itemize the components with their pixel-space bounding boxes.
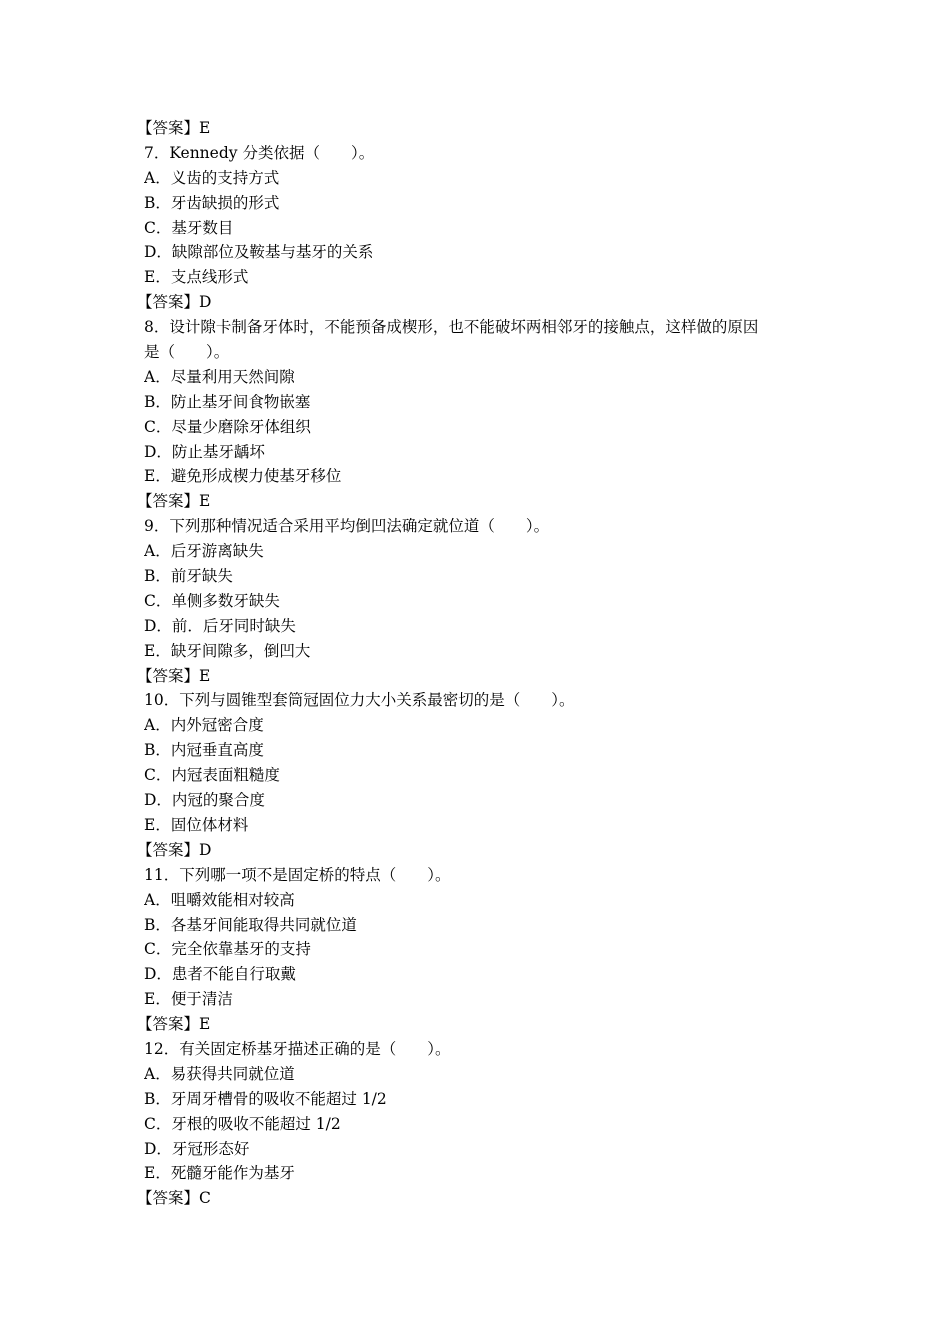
answer-line: 【答案】C: [137, 1189, 211, 1208]
option-item: A．易获得共同就位道: [144, 1064, 295, 1083]
option-item: D．防止基牙龋坏: [144, 442, 265, 461]
question-text: 7．Kennedy 分类依据（ ）。: [144, 143, 375, 162]
option-item: E．固位体材料: [144, 815, 249, 834]
option-item: A．内外冠密合度: [144, 716, 264, 735]
option-item: C．基牙数目: [144, 218, 234, 237]
option-item: B．各基牙间能取得共同就位道: [144, 915, 357, 934]
option-item: C．尽量少磨除牙体组织: [144, 417, 311, 436]
option-item: A．咀嚼效能相对较高: [144, 890, 295, 909]
option-item: E．支点线形式: [144, 268, 249, 287]
answer-line: 【答案】D: [137, 293, 212, 312]
option-item: B．内冠垂直高度: [144, 741, 264, 760]
question-text: 8．设计隙卡制备牙体时，不能预备成楔形，也不能破坏两相邻牙的接触点，这样做的原因: [144, 318, 759, 337]
answer-line: 【答案】D: [137, 840, 212, 859]
answer-line: 【答案】E: [137, 119, 211, 137]
option-item: A．后牙游离缺失: [144, 542, 264, 561]
question-text: 11．下列哪一项不是固定桥的特点（ ）。: [144, 865, 451, 884]
option-item: D．缺隙部位及鞍基与基牙的关系: [144, 243, 374, 262]
option-item: A．义齿的支持方式: [144, 168, 280, 187]
option-item: E．死髓牙能作为基牙: [144, 1164, 295, 1183]
option-item: E．缺牙间隙多，倒凹大: [144, 641, 311, 660]
option-item: E．避免形成楔力使基牙移位: [144, 467, 342, 486]
option-item: B．防止基牙间食物嵌塞: [144, 392, 311, 411]
option-item: B．牙周牙槽骨的吸收不能超过 1/2: [144, 1089, 387, 1108]
option-item: D．牙冠形态好: [144, 1139, 250, 1158]
option-item: B．前牙缺失: [144, 567, 233, 586]
option-item: C．内冠表面粗糙度: [144, 766, 280, 785]
question-text: 9．下列那种情况适合采用平均倒凹法确定就位道（ ）。: [144, 517, 550, 536]
option-item: B．牙齿缺损的形式: [144, 193, 280, 212]
option-item: C．单侧多数牙缺失: [144, 591, 280, 610]
answer-line: 【答案】E: [137, 492, 211, 511]
option-item: D．内冠的聚合度: [144, 791, 265, 810]
option-item: E．便于清洁: [144, 990, 233, 1009]
option-item: A．尽量利用天然间隙: [144, 367, 295, 386]
answer-line: 【答案】E: [137, 666, 211, 685]
question-text: 是（ ）。: [144, 343, 230, 362]
document-body: [137, 116, 824, 1211]
option-item: D．前．后牙同时缺失: [144, 616, 296, 635]
question-text: 10．下列与圆锥型套筒冠固位力大小关系最密切的是（ ）。: [144, 691, 575, 710]
answer-line: 【答案】E: [137, 1015, 211, 1034]
option-item: C．牙根的吸收不能超过 1/2: [144, 1114, 341, 1133]
option-item: D．患者不能自行取戴: [144, 965, 296, 984]
option-item: C．完全依靠基牙的支持: [144, 940, 311, 959]
question-text: 12．有关固定桥基牙描述正确的是（ ）。: [144, 1039, 451, 1058]
